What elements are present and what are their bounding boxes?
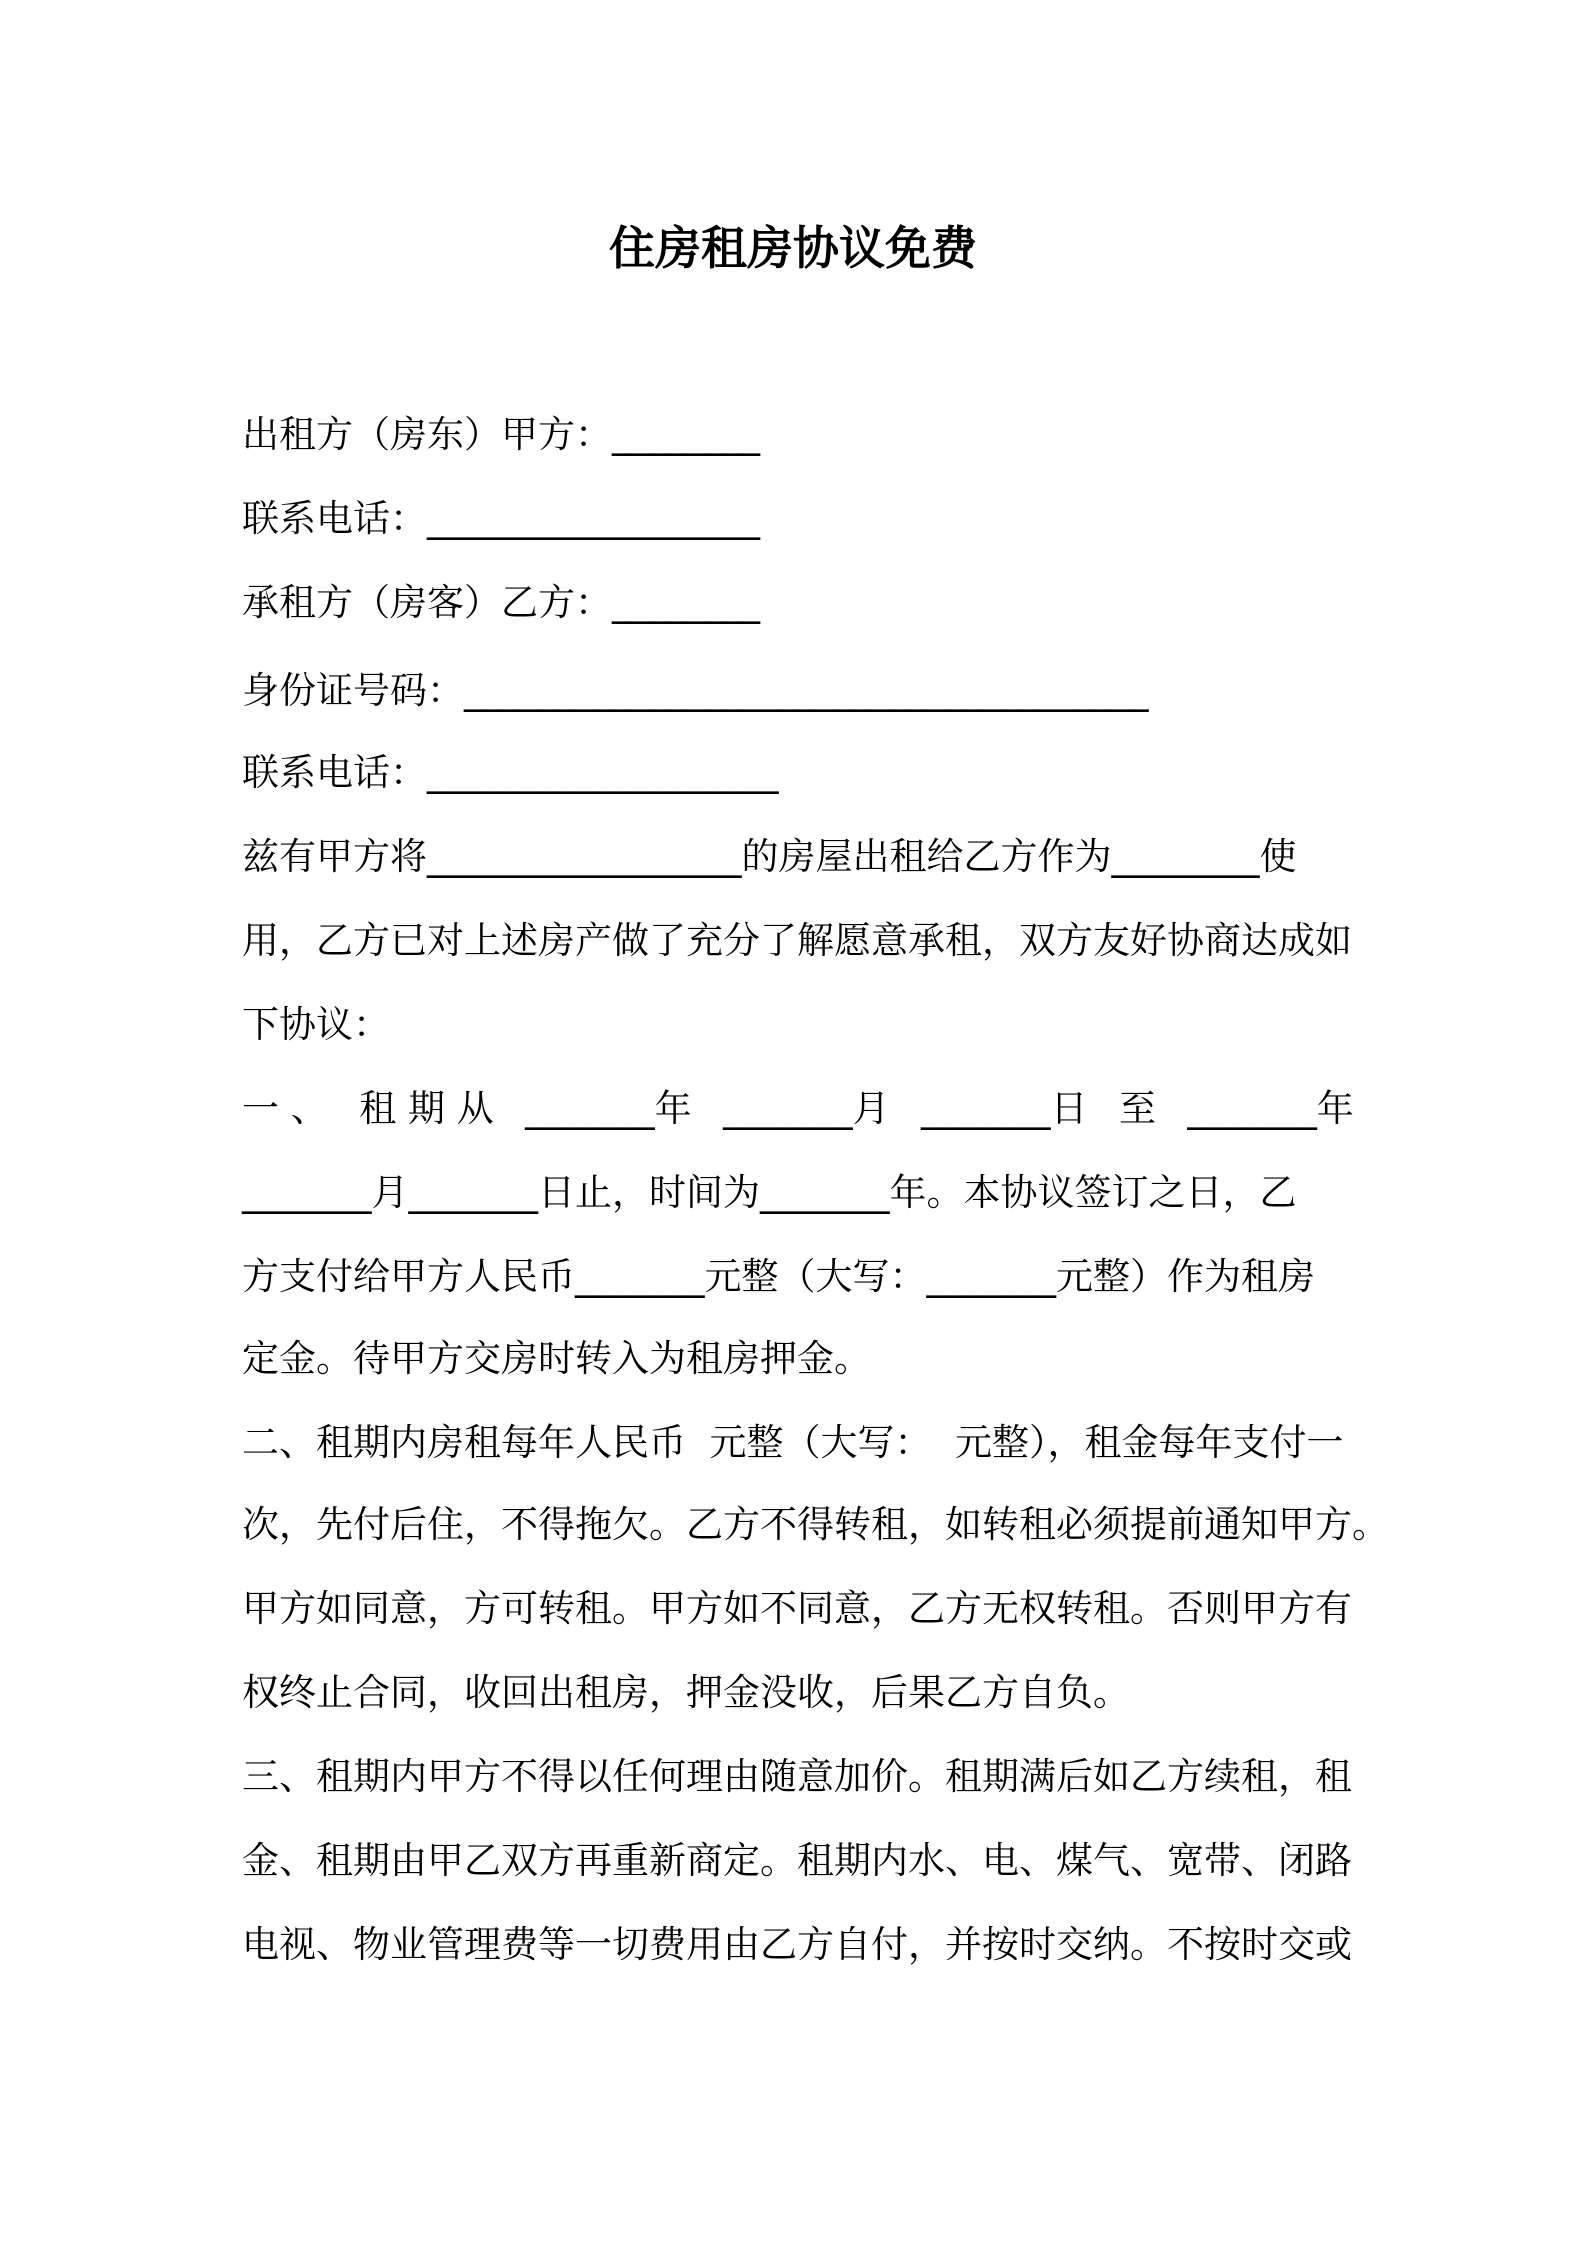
landlord-line: 出租方（房东）甲方：________ bbox=[242, 413, 760, 456]
clause-1-start-year: _______年 bbox=[525, 1087, 692, 1130]
clause-1-number: 一 、 bbox=[242, 1087, 328, 1130]
clause-2-line-3: 甲方如同意，方可转租。甲方如不同意，乙方无权转租。否则甲方有 bbox=[242, 1587, 1352, 1630]
tenant-id-line: 身份证号码：_____________________________________ bbox=[242, 669, 1149, 712]
clause-2-line-1: 二、租期内房租每年人民币 元整（大写： 元整），租金每年支付一 bbox=[242, 1421, 1344, 1464]
clause-1-to: 至 bbox=[1118, 1087, 1156, 1130]
clause-1-start-month: _______月 bbox=[723, 1087, 890, 1130]
intro-line-1: 兹有甲方将_________________的房屋出租给乙方作为________使 bbox=[242, 835, 1297, 878]
tenant-phone-line: 联系电话：___________________ bbox=[242, 751, 779, 794]
clause-3-line-1: 三、租期内甲方不得以任何理由随意加价。租期满后如乙方续租，租 bbox=[242, 1755, 1352, 1798]
document-title: 住房租房协议免费 bbox=[609, 221, 977, 275]
tenant-line: 承租方（房客）乙方：________ bbox=[242, 581, 760, 624]
clause-1-line-1 bbox=[242, 1084, 1354, 1134]
clause-1-line-2: _______月_______日止，时间为_______年。本协议签订之日，乙 bbox=[242, 1171, 1297, 1214]
clause-2-line-4: 权终止合同，收回出租房，押金没收，后果乙方自负。 bbox=[242, 1671, 1130, 1714]
clause-3-line-2: 金、租期由甲乙双方再重新商定。租期内水、电、煤气、宽带、闭路 bbox=[242, 1839, 1352, 1882]
intro-line-3: 下协议： bbox=[242, 1003, 390, 1046]
clause-1-line-4: 定金。待甲方交房时转入为租房押金。 bbox=[242, 1337, 871, 1380]
clause-1-start-day: _______日 bbox=[921, 1087, 1088, 1130]
clause-2-line-2: 次，先付后住，不得拖欠。乙方不得转租，如转租必须提前通知甲方。 bbox=[242, 1503, 1389, 1546]
clause-1-term-from: 租 期 从 bbox=[359, 1087, 494, 1130]
clause-3-line-3: 电视、物业管理费等一切费用由乙方自付，并按时交纳。不按时交或 bbox=[242, 1923, 1352, 1966]
intro-line-2: 用，乙方已对上述房产做了充分了解愿意承租，双方友好协商达成如 bbox=[242, 919, 1352, 962]
clause-1-line-3: 方支付给甲方人民币_______元整（大写：_______元整）作为租房 bbox=[242, 1255, 1315, 1298]
landlord-phone-line: 联系电话：__________________ bbox=[242, 497, 760, 540]
clause-1-end-year: _______年 bbox=[1187, 1087, 1354, 1130]
